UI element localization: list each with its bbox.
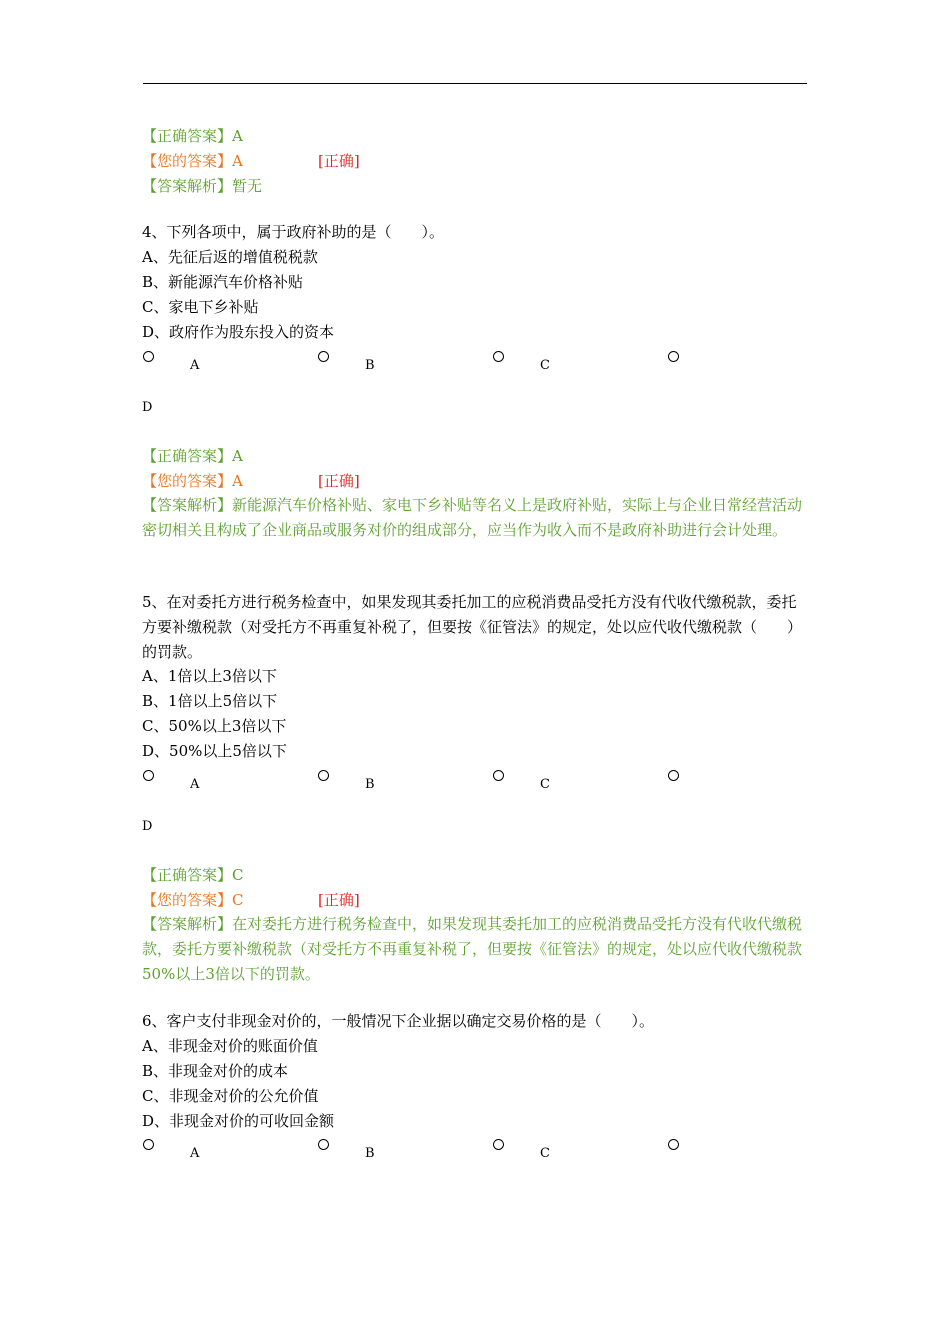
q4-radio-label-b: B <box>365 358 375 373</box>
q3-analysis: 【答案解析】暂无 <box>142 177 263 195</box>
q3-your-answer: 【您的答案】A [正确] <box>142 152 360 170</box>
q6-option-d: D、非现金对价的可收回金额 <box>142 1112 335 1130</box>
q4-correct-answer: 【正确答案】A <box>142 447 243 465</box>
q5-stem: 5、在对委托方进行税务检查中，如果发现其委托加工的应税消费品受托方没有代收代缴税款，委托方要补缴税款（对受托方不再重复补税了，但要按《征管法》的规定，处以应代收代缴税款（ ）的罚款。 <box>142 593 803 661</box>
q6-radio-label-b: B <box>365 1146 375 1161</box>
q4-radio-b[interactable] <box>318 351 329 362</box>
q5-radio-b[interactable] <box>318 770 329 781</box>
q4-option-a: A、先征后返的增值税税款 <box>142 248 318 266</box>
q6-radio-c[interactable] <box>493 1139 504 1150</box>
q4-radio-a[interactable] <box>143 351 154 362</box>
q5-radio-a[interactable] <box>143 770 154 781</box>
q4-option-d: D、政府作为股东投入的资本 <box>142 323 335 341</box>
q5-radio-label-b: B <box>365 777 375 792</box>
q4-radio-label-d: D <box>142 400 153 415</box>
q5-your-answer: 【您的答案】C [正确] <box>142 891 360 909</box>
q4-option-c: C、家电下乡补贴 <box>142 298 259 316</box>
q5-correct-answer: 【正确答案】C <box>142 866 244 884</box>
q4-radio-label-c: C <box>540 358 550 373</box>
q6-radio-b[interactable] <box>318 1139 329 1150</box>
correct-mark: [正确] <box>318 152 360 170</box>
q6-option-c: C、非现金对价的公允价值 <box>142 1087 319 1105</box>
q5-analysis: 【答案解析】在对委托方进行税务检查中，如果发现其委托加工的应税消费品受托方没有代收代缴税款，委托方要补缴税款（对受托方不再重复补税了，但要按《征管法》的规定，处以应代收代缴税款50%以上3倍以下的罚款。 <box>142 915 803 983</box>
q3-correct-answer: 【正确答案】A <box>142 127 243 145</box>
q4-radio-label-a: A <box>190 358 200 373</box>
q6-radio-a[interactable] <box>143 1139 154 1150</box>
q6-stem: 6、客户支付非现金对价的，一般情况下企业据以确定交易价格的是（ ）。 <box>142 1012 655 1030</box>
header-rule <box>143 83 807 84</box>
q6-radio-label-a: A <box>190 1146 200 1161</box>
q5-radio-d[interactable] <box>668 770 679 781</box>
q6-radio-label-c: C <box>540 1146 550 1161</box>
q5-option-b: B、1倍以上5倍以下 <box>142 692 278 710</box>
q4-your-answer: 【您的答案】A [正确] <box>142 472 360 490</box>
q5-option-a: A、1倍以上3倍以下 <box>142 667 277 685</box>
q5-radio-label-d: D <box>142 819 153 834</box>
q6-radio-d[interactable] <box>668 1139 679 1150</box>
q4-stem: 4、下列各项中，属于政府补助的是（ ）。 <box>142 223 445 241</box>
q4-option-b: B、新能源汽车价格补贴 <box>142 273 304 291</box>
q5-radio-c[interactable] <box>493 770 504 781</box>
q4-radio-c[interactable] <box>493 351 504 362</box>
correct-mark: [正确] <box>318 891 360 909</box>
q6-option-a: A、非现金对价的账面价值 <box>142 1037 318 1055</box>
q5-radio-label-c: C <box>540 777 550 792</box>
q5-radio-label-a: A <box>190 777 200 792</box>
q4-radio-d[interactable] <box>668 351 679 362</box>
q4-analysis: 【答案解析】新能源汽车价格补贴、家电下乡补贴等名义上是政府补贴，实际上与企业日常经营活动密切相关且构成了企业商品或服务对价的组成部分，应当作为收入而不是政府补助进行会计处理。 <box>142 496 803 539</box>
q5-option-c: C、50%以上3倍以下 <box>142 717 287 735</box>
correct-mark: [正确] <box>318 472 360 490</box>
q6-option-b: B、非现金对价的成本 <box>142 1062 289 1080</box>
q5-option-d: D、50%以上5倍以下 <box>142 742 287 760</box>
